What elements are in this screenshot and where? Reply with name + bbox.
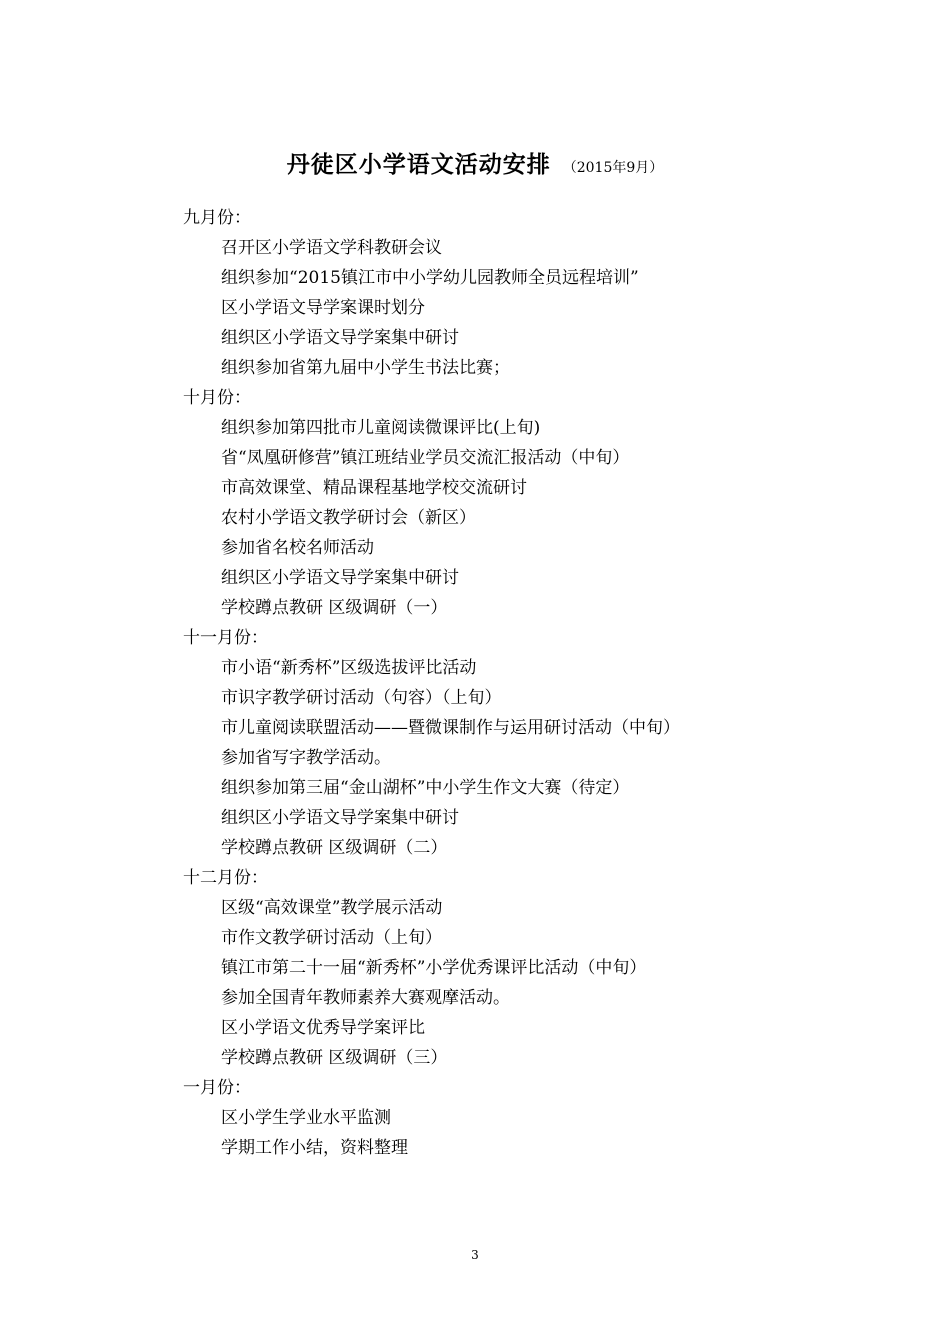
month-section <box>183 623 903 863</box>
month-heading: 九月份： <box>183 208 251 228</box>
activity-item: 市高效课堂、精品课程基地学校交流研讨 <box>221 478 527 498</box>
activity-item: 市作文教学研讨活动（上旬） <box>221 928 442 948</box>
activity-item: 组织参加省第九届中小学生书法比赛； <box>221 358 510 378</box>
activity-item: 参加省名校名师活动 <box>221 538 374 558</box>
activity-item: 市儿童阅读联盟活动——暨微课制作与运用研讨活动（中旬） <box>221 718 680 738</box>
month-section <box>183 863 903 1073</box>
activity-item: 参加省写字教学活动。 <box>221 748 391 768</box>
activity-item: 学校蹲点教研 区级调研（二） <box>221 838 448 858</box>
activity-item: 省“凤凰研修营”镇江班结业学员交流汇报活动（中旬） <box>221 448 630 468</box>
activity-item: 组织参加第四批市儿童阅读微课评比(上旬) <box>221 418 541 438</box>
activity-item: 镇江市第二十一届“新秀杯”小学优秀课评比活动（中旬） <box>221 958 647 978</box>
document-title: 丹徒区小学语文活动安排 <box>286 152 551 178</box>
activity-item: 学校蹲点教研 区级调研（一） <box>221 598 448 618</box>
activity-item: 区小学语文优秀导学案评比 <box>221 1018 425 1038</box>
activity-item: 学校蹲点教研 区级调研（三） <box>221 1048 448 1068</box>
activity-item: 组织区小学语文导学案集中研讨 <box>221 808 459 828</box>
activity-item: 学期工作小结，资料整理 <box>221 1138 408 1158</box>
schedule-content <box>183 203 903 1163</box>
month-section <box>183 383 903 623</box>
month-heading: 十二月份： <box>183 868 268 888</box>
activity-item: 组织参加“2015镇江市中小学幼儿园教师全员远程培训” <box>221 268 639 288</box>
activity-item: 组织参加第三届“金山湖杯”中小学生作文大赛（待定） <box>221 778 630 798</box>
activity-item: 市小语“新秀杯”区级选拔评比活动 <box>221 658 477 678</box>
activity-item: 农村小学语文教学研讨会（新区） <box>221 508 476 528</box>
activity-item: 区小学语文导学案课时划分 <box>221 298 425 318</box>
month-heading: 十一月份： <box>183 628 268 648</box>
activity-item: 组织区小学语文导学案集中研讨 <box>221 328 459 348</box>
activity-item: 组织区小学语文导学案集中研讨 <box>221 568 459 588</box>
activity-item: 参加全国青年教师素养大赛观摩活动。 <box>221 988 510 1008</box>
activity-item: 区小学生学业水平监测 <box>221 1108 391 1128</box>
month-section <box>183 203 903 383</box>
activity-item: 召开区小学语文学科教研会议 <box>221 238 442 258</box>
month-heading: 一月份： <box>183 1078 251 1098</box>
activity-item: 市识字教学研讨活动（句容）（上旬） <box>221 688 502 708</box>
document-title-row <box>0 146 950 179</box>
month-heading: 十月份： <box>183 388 251 408</box>
month-section <box>183 1073 903 1163</box>
activity-item: 区级“高效课堂”教学展示活动 <box>221 898 443 918</box>
document-date: （2015年9月） <box>562 160 664 176</box>
page-number: 3 <box>471 1248 479 1262</box>
